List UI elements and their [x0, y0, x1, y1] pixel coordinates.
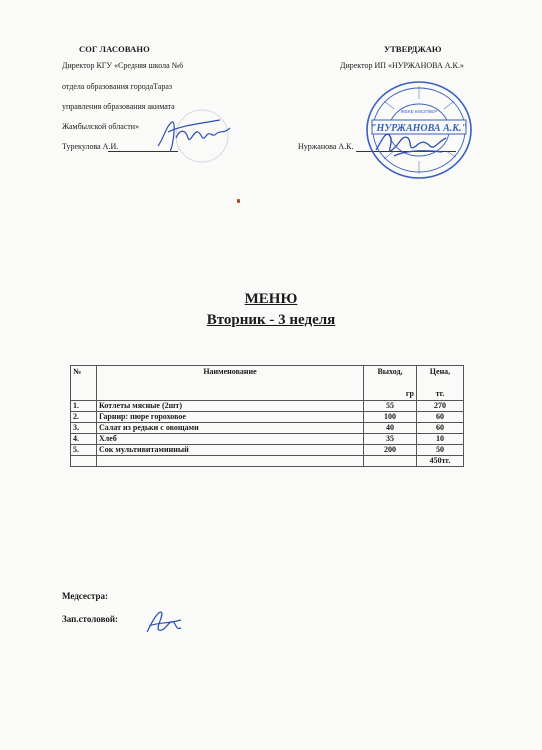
row-name: Салат из редьки с овощами [97, 423, 364, 434]
header-price-unit: тг. [435, 389, 445, 398]
header-num: № [71, 366, 97, 401]
right-approval-signatory: Нуржанова А.К. [298, 142, 354, 151]
header-output-unit: гр [405, 389, 414, 398]
right-signature [372, 120, 452, 165]
row-output: 55 [364, 401, 417, 412]
row-price: 60 [417, 423, 464, 434]
left-approval-line-2: отдела образования городаТараз [62, 82, 173, 91]
right-approval-title: УТВЕРДЖАЮ [384, 44, 442, 54]
row-num: 5. [71, 445, 97, 456]
row-output: 100 [364, 412, 417, 423]
menu-table [70, 365, 464, 467]
canteen-label: Зап.столовой: [62, 614, 119, 624]
table-row [71, 412, 464, 423]
left-approval-line-1: Директор КГУ «Средняя школа №6 [62, 61, 184, 70]
table-row [71, 423, 464, 434]
table-total-row [71, 456, 464, 467]
left-approval-signatory: Турекулова А.И. [62, 142, 119, 151]
row-output: 200 [364, 445, 417, 456]
row-name: Хлеб [97, 434, 364, 445]
total-empty-cell [97, 456, 364, 467]
header-price [417, 366, 464, 401]
row-name: Гарнир: пюре гороховое [97, 412, 364, 423]
table-header-row [71, 366, 464, 401]
row-name: Котлеты мясные (2шт) [97, 401, 364, 412]
right-approval-line-1: Директор ИП «НУРЖАНОВА А.К.» [340, 61, 464, 70]
row-num: 4. [71, 434, 97, 445]
row-price: 270 [417, 401, 464, 412]
total-price: 450тг. [417, 456, 464, 467]
row-price: 10 [417, 434, 464, 445]
row-output: 40 [364, 423, 417, 434]
stamp-small-text: ЖЕКЕ КӘСІПКЕР [400, 109, 438, 114]
menu-title: МЕНЮ [244, 291, 298, 307]
total-empty-cell [71, 456, 97, 467]
menu-subtitle: Вторник - 3 неделя [206, 312, 336, 328]
row-name: Сок мультивитаминный [97, 445, 364, 456]
left-approval-title: СОГ ЛАСОВАНО [79, 44, 150, 54]
row-price: 60 [417, 412, 464, 423]
canteen-signature [143, 606, 185, 636]
header-output [364, 366, 417, 401]
table-row [71, 401, 464, 412]
header-price-top: Цена, [429, 367, 451, 376]
total-empty-cell [364, 456, 417, 467]
row-num: 1. [71, 401, 97, 412]
table-row [71, 445, 464, 456]
row-num: 2. [71, 412, 97, 423]
row-price: 50 [417, 445, 464, 456]
left-approval-line-3: управления образования акимата [62, 102, 175, 111]
scan-speck [237, 199, 240, 203]
header-name: Наименование [97, 366, 364, 401]
left-approval-line-4: Жамбылской области» [62, 122, 140, 131]
row-num: 3. [71, 423, 97, 434]
row-output: 35 [364, 434, 417, 445]
header-output-top: Выход, [377, 367, 403, 376]
stamp-name: "НУРЖАНОВА А.К." [370, 123, 468, 134]
table-row [71, 434, 464, 445]
left-signature [150, 108, 250, 166]
nurse-label: Медсестра: [62, 591, 109, 601]
